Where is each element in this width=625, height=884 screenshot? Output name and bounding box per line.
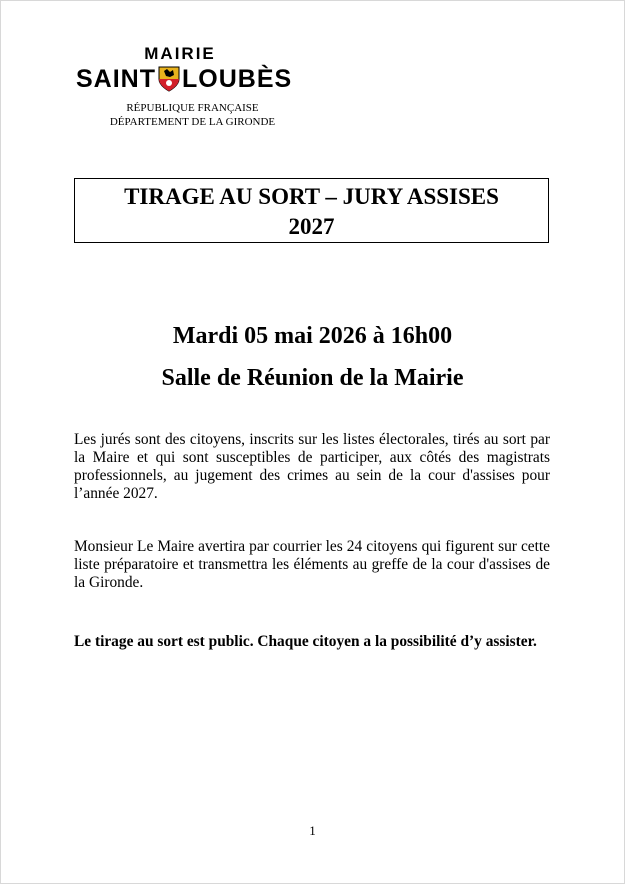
coat-of-arms-icon <box>158 66 180 92</box>
document-title-box <box>74 178 549 243</box>
paragraph-courrier: Monsieur Le Maire avertira par courrier les 24 citoyens qui figurent sur cette liste préparatoire et transmettra les éléments au greffe de la cour d'assises de la Gironde. <box>74 538 550 591</box>
logo-town-right: LOUBÈS <box>182 65 293 93</box>
event-date: Mardi 05 mai 2026 à 16h00 <box>172 323 453 349</box>
title-line-2: 2027 <box>288 214 335 239</box>
event-place: Salle de Réunion de la Mairie <box>161 365 464 391</box>
logo-mairie-text: MAIRIE <box>144 44 216 63</box>
logo-town-left: SAINT <box>76 65 156 93</box>
paragraph-jures: Les jurés sont des citoyens, inscrits sur les listes électorales, tirés au sort par la Maire et qui sont susceptibles de participer, aux côtés des magistrats professionnels, au jugement des crimes au sein de la cour d'assises pour l’année 2027. <box>74 431 550 502</box>
logo-town-name <box>76 64 308 94</box>
title-line-1: TIRAGE AU SORT – JURY ASSISES <box>124 184 499 209</box>
page-number: 1 <box>309 823 316 838</box>
departement-label: DÉPARTEMENT DE LA GIRONDE <box>109 116 276 128</box>
mairie-logo <box>76 44 308 94</box>
paragraph-public: Le tirage au sort est public. Chaque citoyen a la possibilité d’y assister. <box>74 633 537 650</box>
republique-francaise-label: RÉPUBLIQUE FRANÇAISE <box>126 102 259 114</box>
